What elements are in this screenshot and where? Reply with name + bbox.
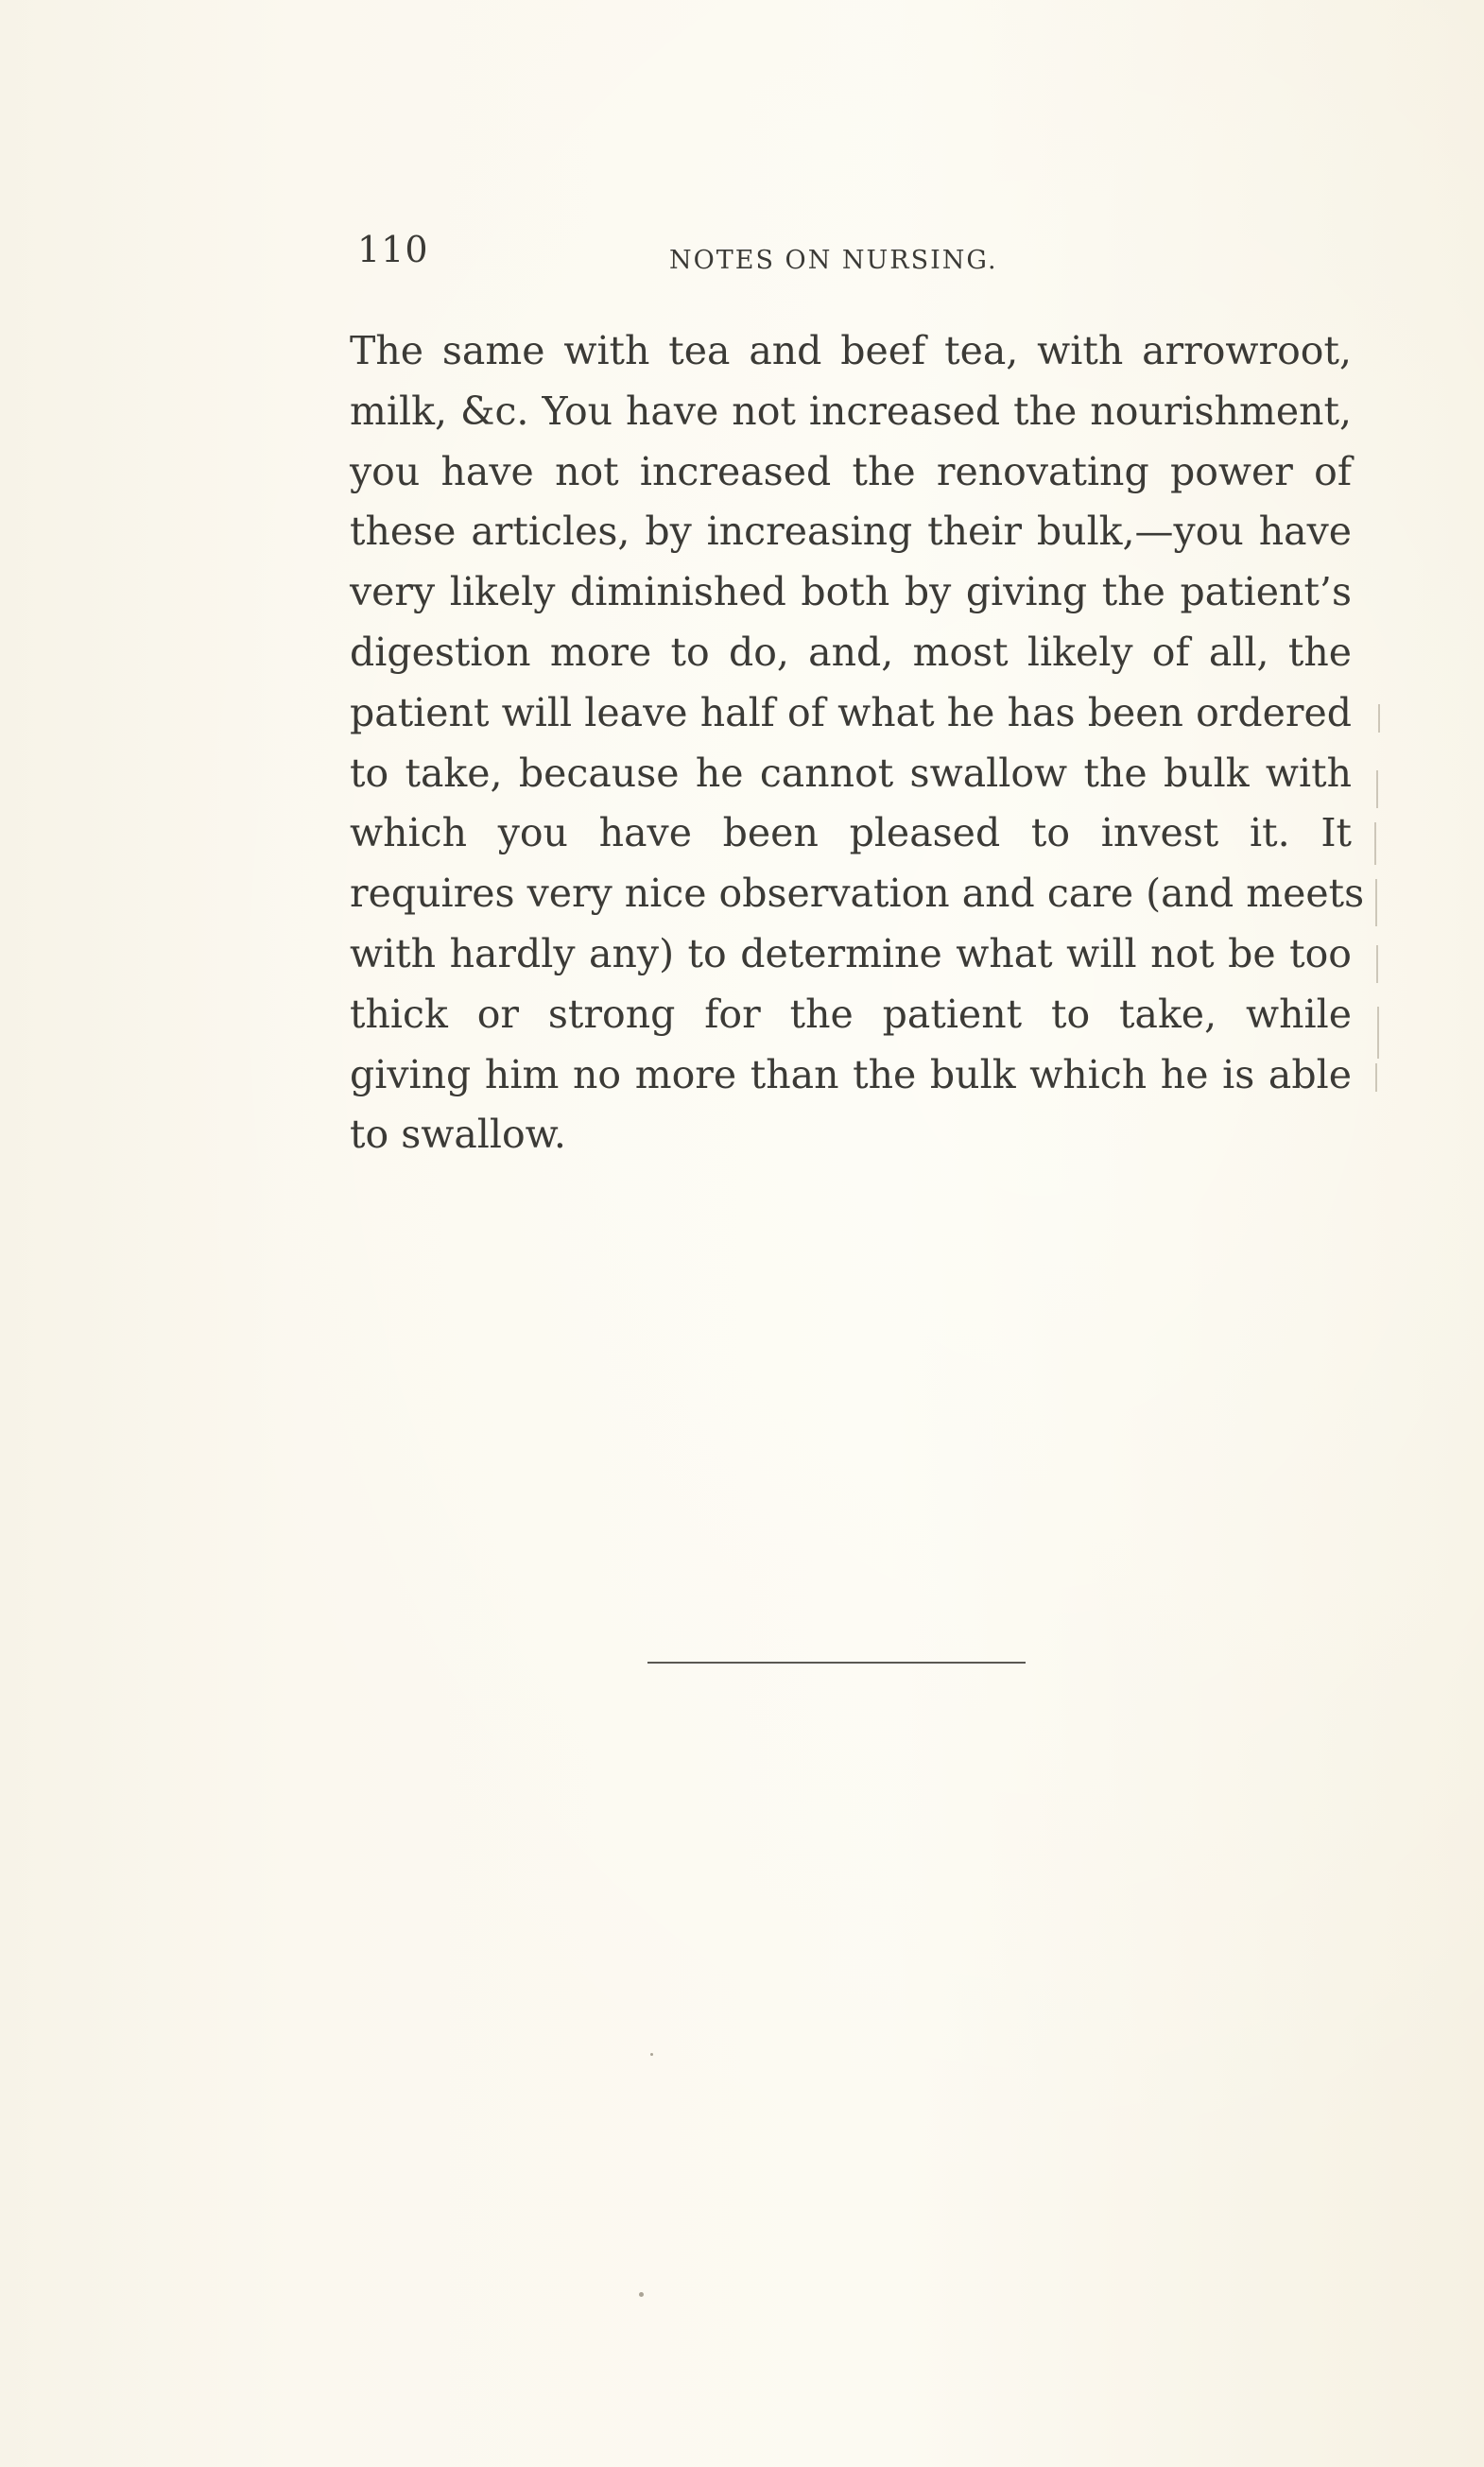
text-line: digestion more to do, and, most likely of all, the <box>350 629 1352 675</box>
page-number: 110 <box>357 229 429 270</box>
text-line: to take, because he cannot swallow the bulk with <box>350 750 1352 796</box>
margin-mark <box>1377 1007 1379 1059</box>
paper-speck <box>650 2053 653 2056</box>
text-line: these articles, by increasing their bulk,—you have <box>350 509 1352 555</box>
text-line: very likely diminished both by giving the patient’s <box>350 569 1352 615</box>
margin-mark <box>1375 879 1377 926</box>
text-line: patient will leave half of what he has been ordered <box>350 689 1352 735</box>
text-line: thick or strong for the patient to take, while <box>350 991 1352 1037</box>
margin-mark <box>1378 704 1380 733</box>
text-line: you have not increased the renovating power of <box>350 448 1352 494</box>
text-line: milk, &c. You have not increased the nourishment, <box>350 388 1352 434</box>
text-line-last: to swallow. <box>350 1112 566 1158</box>
text-line: giving him no more than the bulk which he is able <box>350 1051 1352 1097</box>
margin-mark <box>1375 1063 1377 1092</box>
paper-speck <box>639 2292 644 2297</box>
text-line: with hardly any) to determine what will not be too <box>350 930 1352 976</box>
running-head <box>357 229 1350 285</box>
margin-mark <box>1376 770 1378 808</box>
body-paragraph <box>350 321 1365 1165</box>
text-line: The same with tea and beef tea, with arrowroot, <box>350 328 1352 373</box>
text-line: requires very nice observation and care (and meets <box>350 871 1365 917</box>
section-divider <box>647 1662 1026 1664</box>
margin-mark <box>1376 945 1378 983</box>
text-line: which you have been pleased to invest it. It <box>350 810 1352 856</box>
running-title: NOTES ON NURSING. <box>669 246 998 275</box>
margin-mark <box>1374 822 1376 865</box>
